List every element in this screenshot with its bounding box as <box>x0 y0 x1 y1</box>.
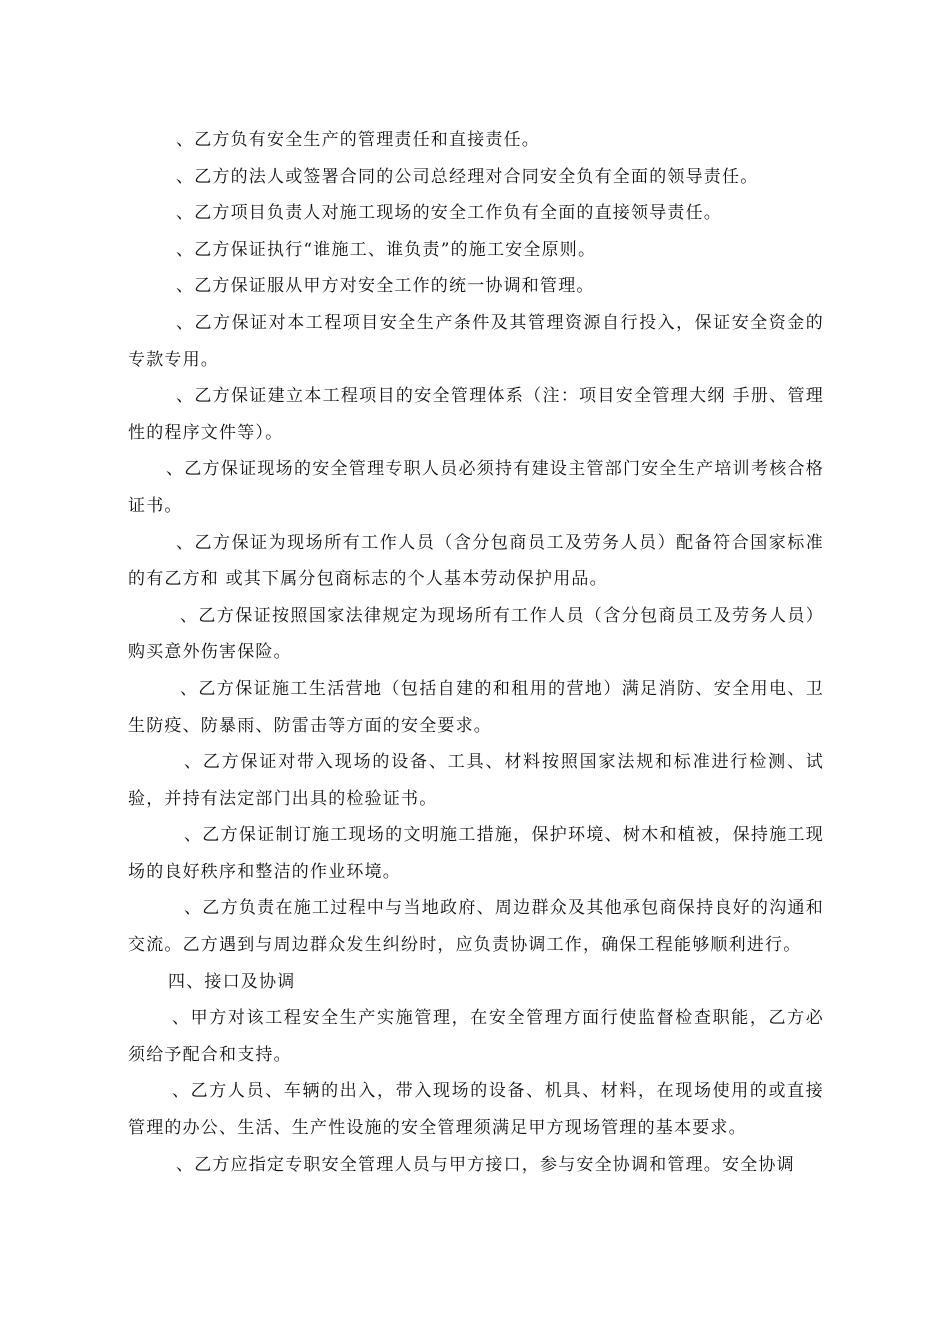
document-body <box>128 122 824 1183</box>
clause-paragraph: 、乙方保证现场的安全管理专职人员必须持有建设主管部门安全生产培训考核合格证书。 <box>128 459 824 516</box>
clause-paragraph: 、乙方保证建立本工程项目的安全管理体系（注：项目安全管理大纲 手册、管理性的程序文件等）。 <box>128 386 824 443</box>
clause-paragraph: 、甲方对该工程安全生产实施管理，在安全管理方面行使监督检查职能，乙方必须给予配合和支持。 <box>128 1008 824 1065</box>
clause-paragraph: 、乙方保证施工生活营地（包括自建的和租用的营地）满足消防、安全用电、卫生防疫、防暴雨、防雷击等方面的安全要求。 <box>128 678 824 736</box>
clause-paragraph: 、乙方保证执行“谁施工、谁负责”的施工安全原则。 <box>176 239 597 260</box>
clause-paragraph: 、乙方保证制订施工现场的文明施工措施，保护环境、树木和植被，保持施工现场的良好秩序和整洁的作业环境。 <box>128 825 824 882</box>
clause-paragraph: 、乙方保证对本工程项目安全生产条件及其管理资源自行投入，保证安全资金的专款专用。 <box>128 312 824 370</box>
clause-paragraph: 、乙方负责在施工过程中与当地政府、周边群众及其他承包商保持良好的沟通和交流。乙方遇到与周边群众发生纠纷时，应负责协调工作，确保工程能够顺利进行。 <box>128 898 824 956</box>
clause-paragraph: 、乙方保证服从甲方对安全工作的统一协调和管理。 <box>176 276 595 297</box>
clause-paragraph: 、乙方项目负责人对施工现场的安全工作负有全面的直接领导责任。 <box>176 203 722 224</box>
clause-paragraph: 、乙方负有安全生产的管理责任和直接责任。 <box>176 130 540 150</box>
clause-paragraph: 、乙方保证为现场所有工作人员（含分包商员工及劳务人员）配备符合国家标准的有乙方和 或其下属分包商标志的个人基本劳动保护用品。 <box>128 532 824 590</box>
clause-paragraph: 、乙方人员、车辆的出入，带入现场的设备、机具、材料，在现场使用的或直接管理的办公、生活、生产性设施的安全管理须满足甲方现场管理的基本要求。 <box>128 1081 824 1139</box>
clause-paragraph: 、乙方保证按照国家法律规定为现场所有工作人员（含分包商员工及劳务人员）购买意外伤害保险。 <box>128 605 824 663</box>
clause-paragraph: 、乙方的法人或签署合同的公司总经理对合同安全负有全面的领导责任。 <box>176 166 759 187</box>
section-heading: 四、接口及协调 <box>168 971 296 992</box>
clause-paragraph: 、乙方应指定专职安全管理人员与甲方接口，参与安全协调和管理。安全协调 <box>176 1154 795 1175</box>
clause-paragraph: 、乙方保证对带入现场的设备、工具、材料按照国家法规和标准进行检测、试验，并持有法定部门出具的检验证书。 <box>128 752 824 809</box>
